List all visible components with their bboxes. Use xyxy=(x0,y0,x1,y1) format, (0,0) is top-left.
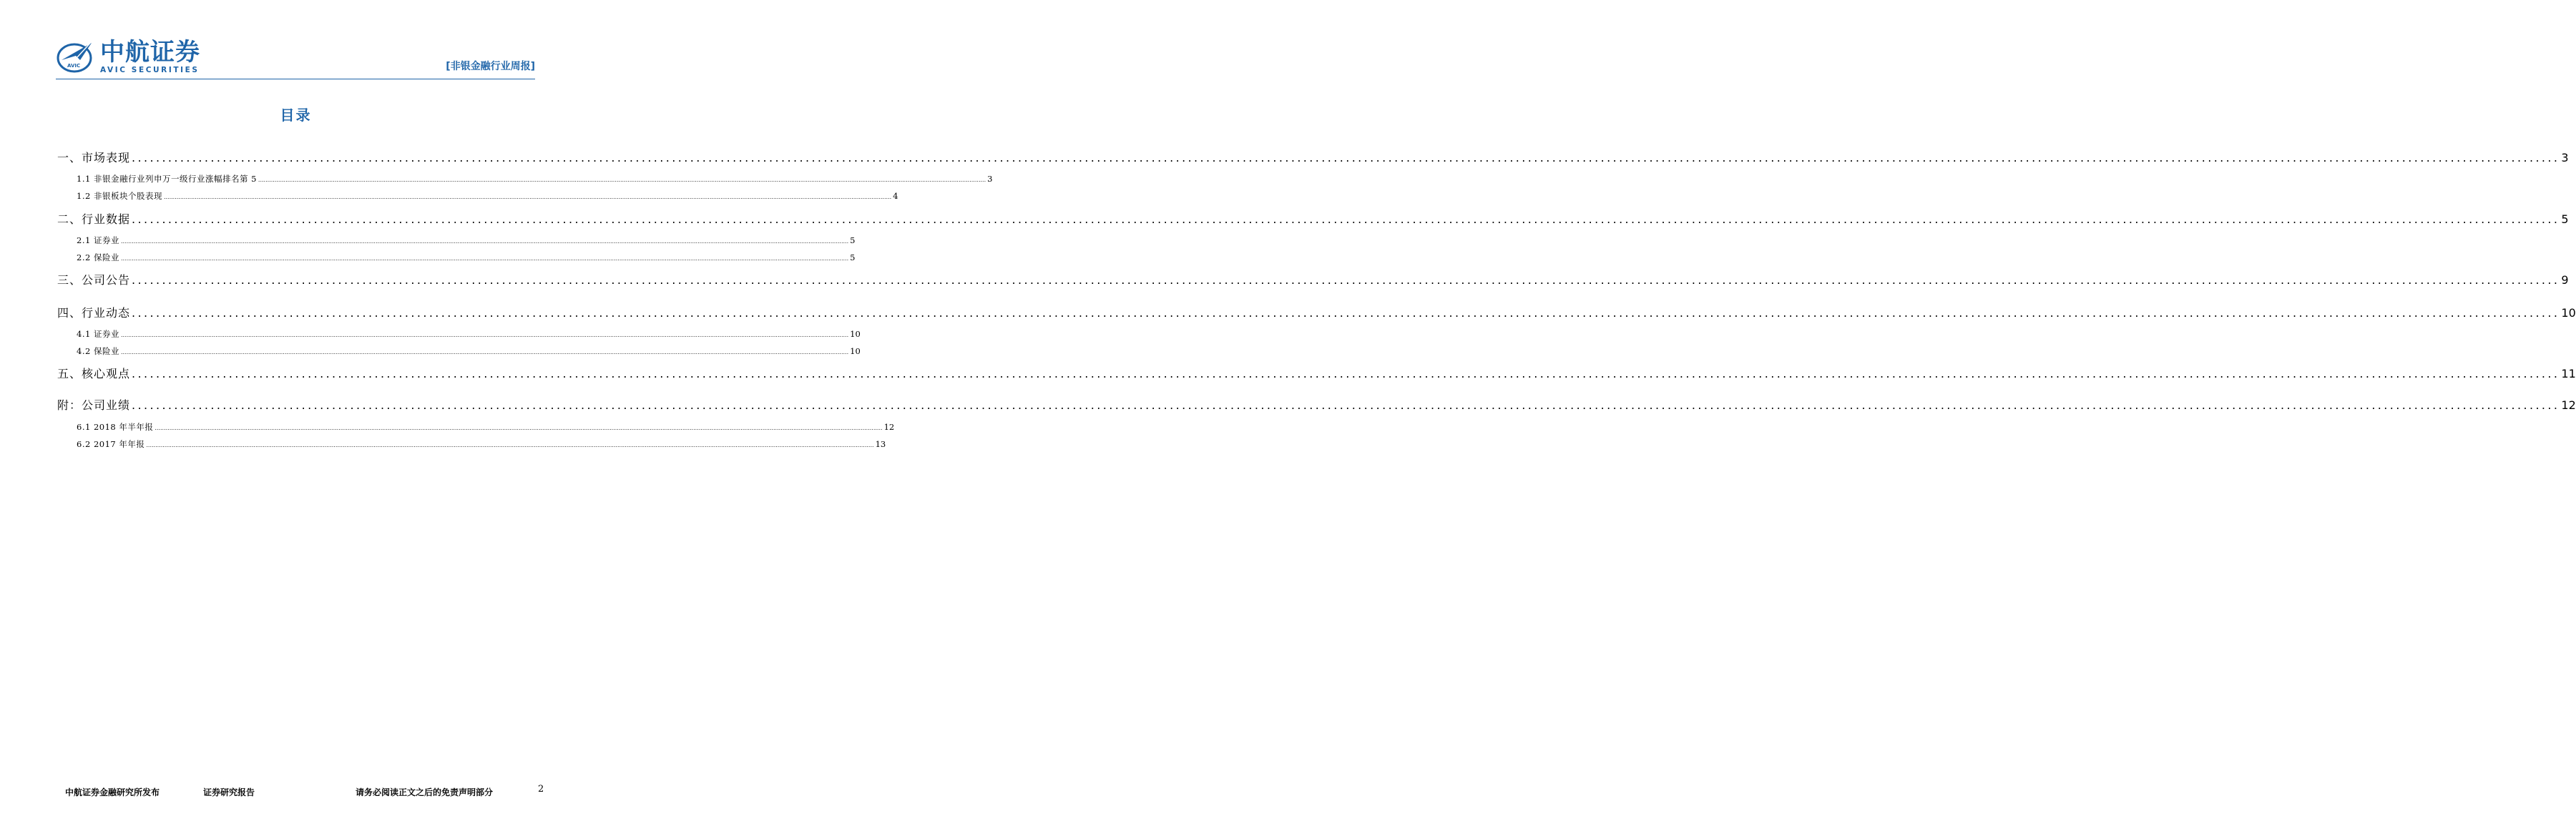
toc-entry-label: 1.2 非银板块个股表现 xyxy=(77,191,162,201)
toc-entry-label: 4.1 证券业 xyxy=(77,329,119,339)
brand-name-en: AVIC SECURITIES xyxy=(100,66,200,74)
toc-leader-dots: ................................................................................................................................................................................................................................................................................................................................................................................................................ xyxy=(258,177,986,183)
toc-entry[interactable] xyxy=(57,210,2569,227)
toc-leader-dots: ................................................................................................................................................................................................................................................................................................................................................................................................................ xyxy=(120,255,849,262)
toc-title: 目录 xyxy=(280,107,312,124)
page-header xyxy=(56,37,535,80)
toc-entry-page: 5 xyxy=(850,235,856,245)
toc-entry-page: 4 xyxy=(893,191,898,201)
toc-entry-label: 附：公司业绩 xyxy=(57,398,131,412)
toc-leader-dots: ................................................................................................................................................................................................................................................................................................................................................................................................................ xyxy=(120,238,849,245)
toc-subentry[interactable] xyxy=(77,235,856,246)
toc-leader-dots: ................................................................................................................................................................................................................................................................................................................................................................................................................ xyxy=(132,273,2560,287)
toc-entry-label: 2.1 证券业 xyxy=(77,235,119,245)
toc-entry[interactable] xyxy=(57,149,2569,165)
toc-entry-label: 2.2 保险业 xyxy=(77,252,119,262)
footer-report-type: 证券研究报告 xyxy=(203,787,255,797)
footer-disclaimer: 请务必阅读正文之后的免责声明部分 xyxy=(356,787,494,797)
toc-entry-page: 11 xyxy=(2561,367,2576,380)
toc-leader-dots: ................................................................................................................................................................................................................................................................................................................................................................................................................ xyxy=(132,151,2560,164)
toc-entry-label: 四、行业动态 xyxy=(57,306,131,320)
toc-leader-dots: ................................................................................................................................................................................................................................................................................................................................................................................................................ xyxy=(146,442,874,448)
logo-text: AVIC xyxy=(67,63,81,69)
footer-publisher: 中航证券金融研究所发布 xyxy=(65,787,160,797)
toc-entry-page: 3 xyxy=(2561,151,2569,164)
toc-subentry[interactable] xyxy=(77,173,993,185)
toc-entry-page: 10 xyxy=(2561,306,2576,320)
toc-entry-label: 4.2 保险业 xyxy=(77,346,119,356)
toc-entry-label: 1.1 非银金融行业列申万一级行业涨幅排名第 5 xyxy=(77,174,257,184)
toc-entry-label: 6.1 2018 年半年报 xyxy=(77,422,154,432)
toc-entry[interactable] xyxy=(57,396,2576,413)
toc-subentry[interactable] xyxy=(77,328,861,340)
report-category-tag: [非银金融行业周报] xyxy=(446,61,535,72)
avic-logo-icon xyxy=(56,39,96,74)
toc-subentry[interactable] xyxy=(77,252,856,263)
toc-leader-dots: ................................................................................................................................................................................................................................................................................................................................................................................................................ xyxy=(132,367,2560,380)
toc-leader-dots: ................................................................................................................................................................................................................................................................................................................................................................................................................ xyxy=(155,425,883,431)
toc-leader-dots: ................................................................................................................................................................................................................................................................................................................................................................................................................ xyxy=(132,212,2560,226)
toc-entry[interactable] xyxy=(57,271,2569,287)
toc-entry-page: 12 xyxy=(883,422,895,432)
toc-leader-dots: ................................................................................................................................................................................................................................................................................................................................................................................................................ xyxy=(120,332,849,338)
brand-name-cn: 中航证券 xyxy=(100,38,200,67)
toc-entry-label: 三、公司公告 xyxy=(57,273,131,287)
toc-entry[interactable] xyxy=(57,304,2576,320)
toc-entry-page: 3 xyxy=(987,174,993,184)
toc-entry-page: 5 xyxy=(850,252,856,262)
toc-entry-page: 9 xyxy=(2561,273,2569,287)
toc-entry-label: 五、核心观点 xyxy=(57,367,131,380)
toc-entry-page: 5 xyxy=(2561,212,2569,226)
toc-entry-page: 10 xyxy=(850,346,861,356)
toc-entry-label: 6.2 2017 年年报 xyxy=(77,439,145,449)
toc-leader-dots: ................................................................................................................................................................................................................................................................................................................................................................................................................ xyxy=(120,349,849,355)
toc-entry-page: 10 xyxy=(850,329,861,339)
toc-entry[interactable] xyxy=(57,365,2576,381)
toc-leader-dots: ................................................................................................................................................................................................................................................................................................................................................................................................................ xyxy=(163,194,892,200)
toc-entry-page: 13 xyxy=(875,439,886,449)
toc-leader-dots: ................................................................................................................................................................................................................................................................................................................................................................................................................ xyxy=(132,398,2560,412)
toc-leader-dots: ................................................................................................................................................................................................................................................................................................................................................................................................................ xyxy=(132,306,2560,320)
toc-subentry[interactable] xyxy=(77,438,886,450)
toc-subentry[interactable] xyxy=(77,421,895,433)
toc-entry-page: 12 xyxy=(2561,398,2576,412)
toc-subentry[interactable] xyxy=(77,345,861,357)
toc-entry-label: 一、市场表现 xyxy=(57,151,131,164)
page-number: 2 xyxy=(538,784,544,795)
toc-subentry[interactable] xyxy=(77,190,898,202)
toc-entry-label: 二、行业数据 xyxy=(57,212,131,226)
